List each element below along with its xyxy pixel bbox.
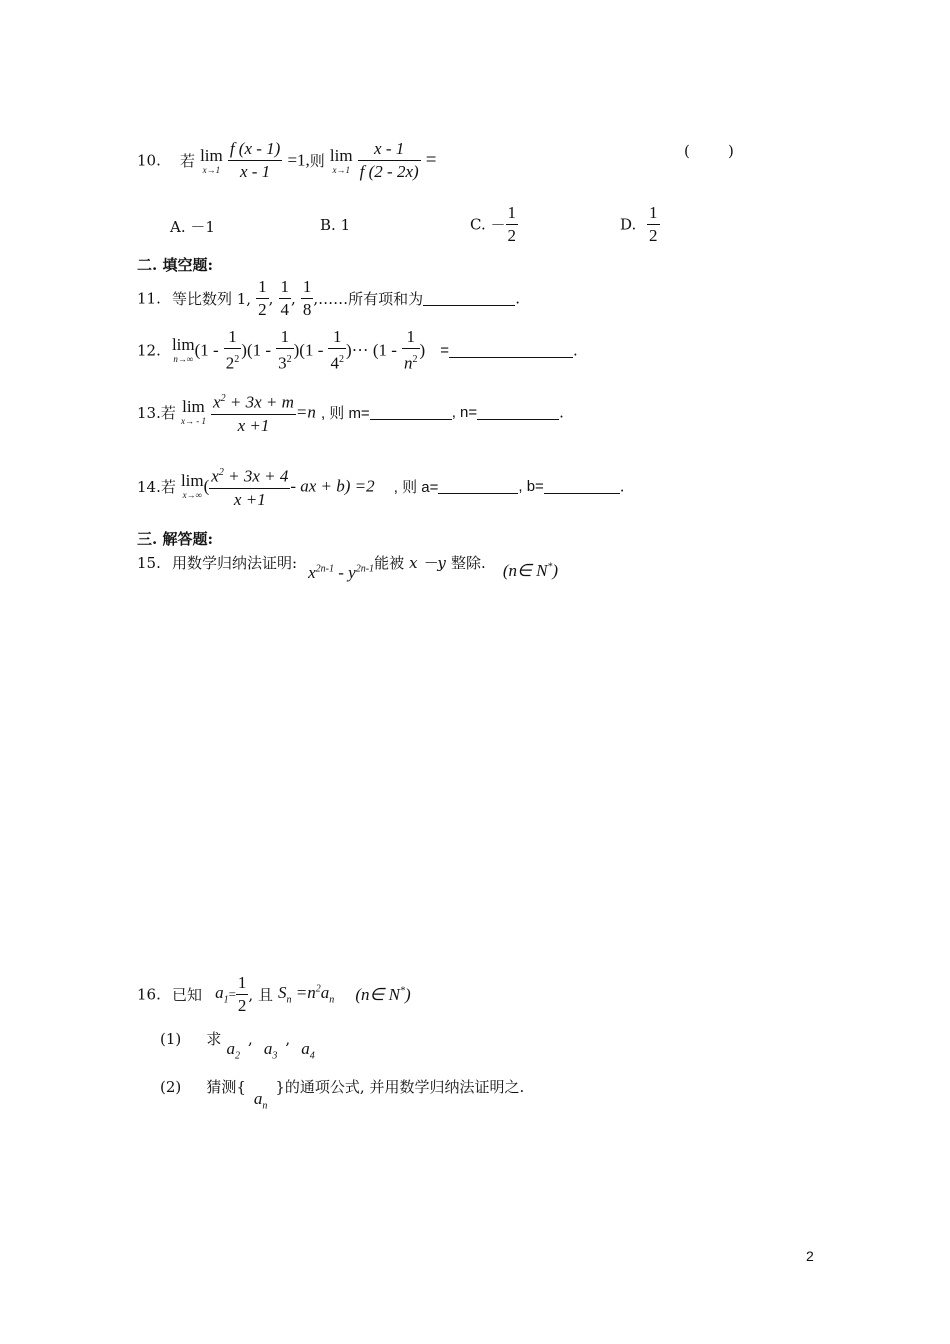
q13-n-blank[interactable] <box>477 405 559 420</box>
q16-sn-formula: $S_n =n^2a_n$ <box>278 983 335 1006</box>
q16-text: 已知 <box>171 986 202 1004</box>
q15-mid: 能被 <box>374 554 405 572</box>
q15-xy: x －y <box>409 554 446 572</box>
q16-a1: $a_1$ <box>215 983 229 1006</box>
q12-answer-blank[interactable] <box>449 343 573 358</box>
q10-ze: 则 <box>309 152 325 170</box>
q11-frac-eighth: $\frac{1}{8}$ <box>302 277 312 319</box>
q14-fraction: $\frac{x^2 + 3x + 4}{x +1}$ <box>211 466 289 509</box>
q14-expr-tail: - ax + b) =2 <box>290 476 375 496</box>
q10-lim-2: lim x→1 <box>329 145 353 175</box>
q16-number: 16. <box>137 985 161 1004</box>
q16-part2-text-a: 猜测{ <box>206 1078 246 1096</box>
q10-fraction-1: $\frac{f (x - 1)}{x - 1}$ <box>229 139 281 181</box>
q15 <box>137 552 559 582</box>
q10-option-a: A. －1 <box>170 218 215 236</box>
q10-cond-eq: =1, <box>287 150 310 170</box>
q11-answer-blank[interactable] <box>423 291 515 306</box>
q16-a2: $a_2$ <box>226 1039 240 1062</box>
q16: 16. 已知 $a_1=$ $\frac{1}{2}$ , 且 $S_n =n^2a_n$ (n∈ N*) <box>137 973 411 1015</box>
q12-frac-4: $\frac{1}{4^2}$ <box>330 327 344 373</box>
q16-domain: (n∈ N*) <box>355 984 411 1004</box>
q12-lim: lim n→∞ <box>171 335 195 365</box>
q11: 11. 等比数列 1, $\frac{1}{2}$ , $\frac{1}{4}$ , $\frac{1}{8}$ ,……所有项和为 . <box>137 277 520 319</box>
q11-frac-quarter: $\frac{1}{4}$ <box>280 277 290 319</box>
q15-domain: (n∈ N*) <box>502 561 559 580</box>
q10-option-d: D. $\frac{1}{2}$ <box>620 203 658 245</box>
q16-part1: (1) 求 $a_2$, $a_3$, $a_4$ <box>160 1030 315 1062</box>
q16-part2-text-b: }的通项公式, 并用数学归纳法证明之. <box>275 1078 525 1096</box>
page-number: 2 <box>806 1248 814 1264</box>
q12-frac-n: $\frac{1}{n^2}$ <box>404 327 418 373</box>
q10-option-b-value: 1 <box>340 216 351 234</box>
q13-m-blank[interactable] <box>370 405 452 420</box>
q10-option-c-fraction: $\frac{1}{2}$ <box>507 203 517 245</box>
q15-number: 15. <box>137 554 161 572</box>
q15-tail: 整除. <box>450 554 486 572</box>
section-solution-heading: 三. 解答题: <box>137 530 213 548</box>
q15-text: 用数学归纳法证明: <box>171 554 298 572</box>
q13-number: 13.若 <box>137 403 176 422</box>
q13-mid: , 则 m= <box>320 404 370 422</box>
q13-fraction: $\frac{x^2 + 3x + m}{x +1}$ <box>213 392 294 435</box>
q14-a-blank[interactable] <box>438 479 518 494</box>
q13-eq-n: =n <box>295 402 316 422</box>
q16-part1-label: (1) <box>160 1030 182 1048</box>
q11-text-b: ……所有项和为 <box>318 290 424 308</box>
q10-option-b: B. 1 <box>320 216 351 234</box>
q16-a3: $a_3$ <box>263 1039 278 1062</box>
q14-number: 14.若 <box>137 477 176 496</box>
q10-ruo: 若 <box>179 152 195 170</box>
q10-eq: = <box>425 149 437 171</box>
q16-qie: , 且 <box>248 986 273 1004</box>
q12-frac-3: $\frac{1}{3^2}$ <box>278 327 292 373</box>
q11-number: 11. <box>137 289 161 308</box>
q16-part2-label: (2) <box>160 1078 182 1096</box>
section-fill-in-heading: 二. 填空题: <box>137 256 213 274</box>
q13: 13.若 lim x→ - 1 $\frac{x^2 + 3x + m}{x +1}$ =n , 则 m= , n= . <box>137 388 564 437</box>
q15-expression: $x^{2n-1} - y^{2n-1}$ <box>308 563 375 582</box>
q14: 14.若 lim x→∞ ( $\frac{x^2 + 3x + 4}{x +1}$ - ax + b) =2 , 则 a= , b= . <box>137 462 625 511</box>
q12: 12. lim n→∞ (1 - $\frac{1}{2^2}$ )(1 - $\frac{1}{3^2}$ )(1 - $\frac{1}{4^2}$ )··· (1 - $\frac{1}{n^2}$ ) = . <box>137 327 578 373</box>
q11-text-a: 等比数列 1, <box>171 290 252 308</box>
q16-a4: $a_4$ <box>301 1039 315 1062</box>
q14-mid: , 则 a= <box>393 478 439 496</box>
q10-option-a-value: －1 <box>190 218 215 236</box>
q16-part2 <box>160 1076 525 1112</box>
q10-option-c: C. － $\frac{1}{2}$ <box>470 203 517 245</box>
q14-lim: lim x→∞ <box>180 471 204 501</box>
q11-frac-half: $\frac{1}{2}$ <box>258 277 267 319</box>
q10-number: 10. <box>137 151 161 170</box>
q13-lim: lim x→ - 1 <box>180 397 206 427</box>
q12-eq: = <box>440 341 450 359</box>
q10-lim-1: lim x→1 <box>200 145 223 175</box>
q10-option-d-fraction: $\frac{1}{2}$ <box>649 203 658 245</box>
q16-an: $a_n$ <box>253 1089 268 1112</box>
q12-number: 12. <box>137 341 161 360</box>
q16-part1-text: 求 <box>206 1030 222 1048</box>
q16-frac-half: $\frac{1}{2}$ <box>237 973 247 1015</box>
q14-b-blank[interactable] <box>544 479 620 494</box>
q10 <box>137 138 436 183</box>
q10-answer-paren: ( ) <box>684 142 734 160</box>
q12-frac-2: $\frac{1}{2^2}$ <box>225 327 240 373</box>
q10-option-c-value: － <box>490 216 506 234</box>
q10-fraction-2: $\frac{x - 1}{f (2 - 2x)}$ <box>359 139 419 181</box>
